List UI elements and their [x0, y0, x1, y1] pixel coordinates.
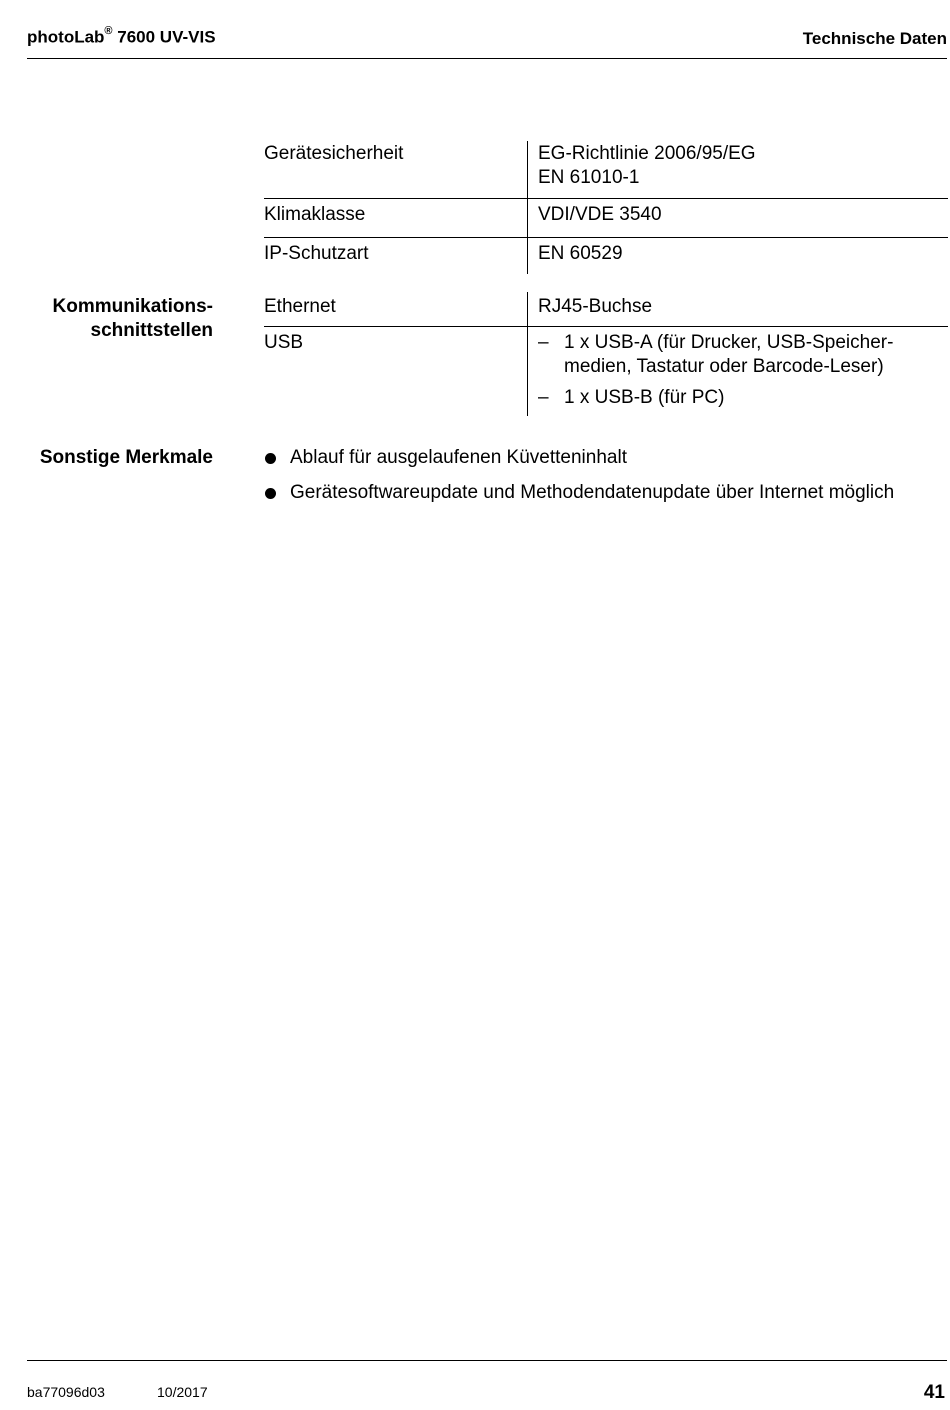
product-model: 7600 UV-VIS [112, 27, 216, 47]
spec-value: VDI/VDE 3540 [528, 199, 949, 238]
spec-value: EN 60529 [528, 238, 949, 275]
spec-key: Klimaklasse [264, 199, 528, 238]
spec-value-line: EG-Richtlinie 2006/95/EG [538, 143, 756, 164]
usb-list-item [538, 331, 948, 379]
footer-doc-id: ba77096d03 [27, 1384, 105, 1400]
spec-value [528, 327, 949, 417]
dash-marker: – [538, 387, 549, 408]
usb-list-item [538, 386, 948, 410]
list-item-text: Ablauf für ausgelaufenen Küvetteninhalt [290, 447, 627, 468]
product-name: photoLab [27, 27, 105, 47]
spec-key: USB [264, 327, 528, 417]
usb-item-line: 1 x USB-B (für PC) [564, 387, 725, 408]
dash-marker: – [538, 332, 549, 353]
bullet-dot-icon [265, 488, 276, 499]
page-header [27, 24, 947, 59]
section-label-other-features: Sonstige Merkmale [39, 447, 213, 468]
list-item [264, 446, 894, 470]
footer-date: 10/2017 [157, 1384, 208, 1400]
table-row [264, 327, 948, 417]
section-label-line: Kommunikations- [52, 296, 213, 317]
usb-item-line: medien, Tastatur oder Barcode-Leser) [564, 356, 884, 377]
spec-value: RJ45-Buchse [528, 292, 949, 327]
safety-spec-table [264, 141, 948, 274]
page-footer [27, 1360, 947, 1410]
list-item [264, 481, 894, 505]
registered-mark: ® [104, 25, 113, 37]
page-number: 41 [923, 1382, 945, 1403]
usb-item-line: 1 x USB-A (für Drucker, USB-Speicher- [564, 332, 894, 353]
table-row [264, 141, 948, 199]
table-row [264, 292, 948, 327]
bullet-dot-icon [265, 453, 276, 464]
section-label-communication [53, 295, 213, 343]
spec-key: IP-Schutzart [264, 238, 528, 275]
communication-spec-table [264, 292, 948, 416]
table-row [264, 199, 948, 238]
header-product-title [27, 27, 216, 48]
spec-key: Ethernet [264, 296, 336, 317]
spec-key: Gerätesicherheit [264, 143, 404, 164]
spec-value [528, 141, 949, 199]
other-features-list [264, 446, 894, 516]
table-row [264, 238, 948, 275]
spec-value-line: EN 61010-1 [538, 167, 640, 188]
section-label-line: schnittstellen [90, 320, 213, 341]
list-item-text: Gerätesoftwareupdate und Methodendatenupdate über Internet möglich [290, 482, 895, 503]
header-section-title: Technische Daten [802, 29, 947, 48]
